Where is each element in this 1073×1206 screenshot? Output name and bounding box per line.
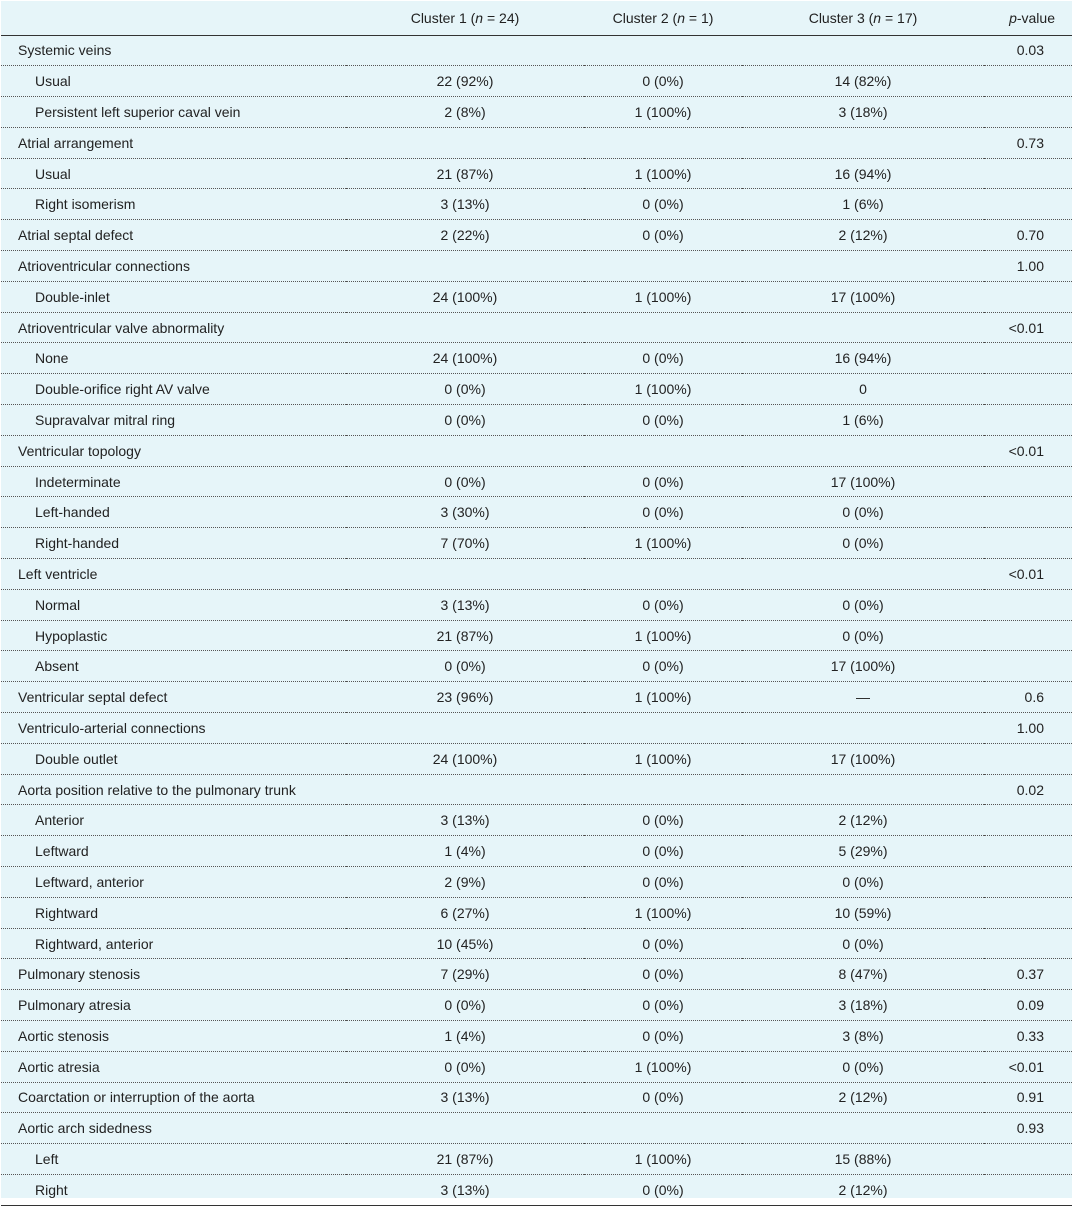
- cluster2-cell: 0 (0%): [584, 1082, 742, 1113]
- table-row: [1, 928, 1072, 959]
- cluster3-cell: 8 (47%): [742, 959, 984, 990]
- cluster3-cell: 0 (0%): [742, 1051, 984, 1082]
- cluster1-cell: 23 (96%): [346, 682, 584, 713]
- pvalue-cell: [984, 281, 1072, 312]
- cluster1-cell: 0 (0%): [346, 651, 584, 682]
- cluster3-cell: 0 (0%): [742, 867, 984, 898]
- cluster2-cell: 1 (100%): [584, 620, 742, 651]
- cluster3-cell: 3 (18%): [742, 97, 984, 128]
- cluster2-cell: [584, 35, 742, 66]
- row-label: Double-orifice right AV valve: [1, 374, 346, 405]
- row-label: Normal: [1, 589, 346, 620]
- table-row: [1, 1113, 1072, 1144]
- cluster3-cell: 0 (0%): [742, 528, 984, 559]
- table-row: [1, 343, 1072, 374]
- cluster1-cell: 21 (87%): [346, 620, 584, 651]
- row-label: Hypoplastic: [1, 620, 346, 651]
- cluster2-cell: 1 (100%): [584, 682, 742, 713]
- pvalue-cell: 0.93: [984, 1113, 1072, 1144]
- table-row: [1, 35, 1072, 66]
- cluster3-cell: 16 (94%): [742, 343, 984, 374]
- row-label: Systemic veins: [1, 35, 346, 66]
- pvalue-cell: <0.01: [984, 312, 1072, 343]
- cluster1-cell: 21 (87%): [346, 158, 584, 189]
- cluster1-cell: 3 (13%): [346, 1082, 584, 1113]
- cluster2-cell: 0 (0%): [584, 589, 742, 620]
- cluster2-cell: 1 (100%): [584, 1144, 742, 1175]
- cluster3-cell: [742, 713, 984, 744]
- table-row: [1, 1082, 1072, 1113]
- cluster1-cell: 1 (4%): [346, 1021, 584, 1052]
- table-row: [1, 497, 1072, 528]
- pvalue-cell: [984, 97, 1072, 128]
- row-label: Usual: [1, 66, 346, 97]
- pvalue-cell: [984, 867, 1072, 898]
- cluster1-cell: [346, 774, 584, 805]
- cluster3-cell: 0 (0%): [742, 928, 984, 959]
- cluster3-cell: 2 (12%): [742, 1174, 984, 1205]
- cluster2-cell: 0 (0%): [584, 651, 742, 682]
- cluster3-cell: [742, 559, 984, 590]
- cluster2-cell: [584, 713, 742, 744]
- cluster1-cell: 3 (30%): [346, 497, 584, 528]
- table-row: [1, 312, 1072, 343]
- row-label: Rightward: [1, 897, 346, 928]
- pvalue-cell: 0.37: [984, 959, 1072, 990]
- header-cluster3: Cluster 3 (n = 17): [742, 1, 984, 35]
- pvalue-cell: 0.03: [984, 35, 1072, 66]
- cluster1-cell: 0 (0%): [346, 990, 584, 1021]
- row-label: Atrioventricular valve abnormality: [1, 312, 346, 343]
- table-row: [1, 897, 1072, 928]
- pvalue-cell: [984, 897, 1072, 928]
- cluster1-cell: [346, 559, 584, 590]
- table-row: [1, 127, 1072, 158]
- cluster1-cell: 1 (4%): [346, 836, 584, 867]
- table-row: [1, 990, 1072, 1021]
- cluster3-cell: 0 (0%): [742, 620, 984, 651]
- cluster1-cell: 24 (100%): [346, 281, 584, 312]
- pvalue-cell: 1.00: [984, 713, 1072, 744]
- cluster2-cell: 0 (0%): [584, 805, 742, 836]
- table-row: [1, 1174, 1072, 1205]
- cluster2-cell: 1 (100%): [584, 528, 742, 559]
- row-label: Ventricular topology: [1, 435, 346, 466]
- row-label: Atrial septal defect: [1, 220, 346, 251]
- cluster2-cell: 0 (0%): [584, 497, 742, 528]
- pvalue-cell: [984, 651, 1072, 682]
- header-cluster2: Cluster 2 (n = 1): [584, 1, 742, 35]
- pvalue-cell: [984, 189, 1072, 220]
- cluster3-cell: —: [742, 682, 984, 713]
- pvalue-cell: [984, 1174, 1072, 1205]
- row-label: Atrial arrangement: [1, 127, 346, 158]
- row-label: Leftward, anterior: [1, 867, 346, 898]
- cluster1-cell: 2 (8%): [346, 97, 584, 128]
- pvalue-cell: 0.02: [984, 774, 1072, 805]
- cluster1-cell: 2 (22%): [346, 220, 584, 251]
- pvalue-cell: <0.01: [984, 559, 1072, 590]
- pvalue-cell: [984, 589, 1072, 620]
- header-row: [1, 1, 1072, 35]
- table-row: [1, 1051, 1072, 1082]
- pvalue-cell: [984, 374, 1072, 405]
- cluster3-cell: 1 (6%): [742, 405, 984, 436]
- cluster1-cell: 3 (13%): [346, 589, 584, 620]
- row-label: Coarctation or interruption of the aorta: [1, 1082, 346, 1113]
- table-row: [1, 682, 1072, 713]
- cluster2-cell: 0 (0%): [584, 343, 742, 374]
- cluster1-cell: 3 (13%): [346, 189, 584, 220]
- cluster3-cell: 15 (88%): [742, 1144, 984, 1175]
- pvalue-cell: [984, 805, 1072, 836]
- row-label: Anterior: [1, 805, 346, 836]
- cluster2-cell: [584, 251, 742, 282]
- cluster3-cell: 2 (12%): [742, 220, 984, 251]
- cluster1-cell: 2 (9%): [346, 867, 584, 898]
- row-label: Right-handed: [1, 528, 346, 559]
- cluster1-cell: [346, 713, 584, 744]
- row-label: Right: [1, 1174, 346, 1205]
- row-label: Atrioventricular connections: [1, 251, 346, 282]
- row-label: Ventriculo-arterial connections: [1, 713, 346, 744]
- cluster3-cell: [742, 435, 984, 466]
- pvalue-cell: [984, 466, 1072, 497]
- row-label: Persistent left superior caval vein: [1, 97, 346, 128]
- cluster3-cell: 17 (100%): [742, 743, 984, 774]
- cluster2-cell: 1 (100%): [584, 897, 742, 928]
- table-container: [1, 1, 1072, 1198]
- row-label: Usual: [1, 158, 346, 189]
- table-row: [1, 281, 1072, 312]
- cluster2-cell: 0 (0%): [584, 220, 742, 251]
- cluster2-cell: 0 (0%): [584, 466, 742, 497]
- cluster2-cell: 1 (100%): [584, 1051, 742, 1082]
- cluster1-cell: 21 (87%): [346, 1144, 584, 1175]
- cluster3-cell: [742, 1113, 984, 1144]
- cluster2-cell: 0 (0%): [584, 189, 742, 220]
- cluster3-cell: [742, 774, 984, 805]
- pvalue-cell: [984, 928, 1072, 959]
- cluster1-cell: 0 (0%): [346, 466, 584, 497]
- cluster3-cell: 0: [742, 374, 984, 405]
- cluster2-cell: 0 (0%): [584, 1021, 742, 1052]
- header-cluster1: Cluster 1 (n = 24): [346, 1, 584, 35]
- cluster3-cell: 17 (100%): [742, 466, 984, 497]
- cluster2-cell: [584, 774, 742, 805]
- cluster3-cell: [742, 35, 984, 66]
- pvalue-cell: [984, 528, 1072, 559]
- pvalue-cell: [984, 620, 1072, 651]
- cluster3-cell: 14 (82%): [742, 66, 984, 97]
- cluster3-cell: 3 (8%): [742, 1021, 984, 1052]
- cluster1-cell: [346, 1113, 584, 1144]
- cluster1-cell: 0 (0%): [346, 1051, 584, 1082]
- cluster2-cell: 1 (100%): [584, 97, 742, 128]
- cluster2-cell: 0 (0%): [584, 867, 742, 898]
- pvalue-cell: 1.00: [984, 251, 1072, 282]
- table-row: [1, 189, 1072, 220]
- row-label: Pulmonary atresia: [1, 990, 346, 1021]
- cluster3-cell: 17 (100%): [742, 281, 984, 312]
- cluster1-cell: 3 (13%): [346, 805, 584, 836]
- cluster2-cell: 0 (0%): [584, 405, 742, 436]
- pvalue-cell: 0.91: [984, 1082, 1072, 1113]
- cluster2-cell: 1 (100%): [584, 374, 742, 405]
- row-label: Pulmonary stenosis: [1, 959, 346, 990]
- table-row: [1, 959, 1072, 990]
- row-label: Supravalvar mitral ring: [1, 405, 346, 436]
- data-table: [1, 1, 1072, 1206]
- row-label: Indeterminate: [1, 466, 346, 497]
- row-label: Aortic stenosis: [1, 1021, 346, 1052]
- table-row: [1, 405, 1072, 436]
- row-label: Right isomerism: [1, 189, 346, 220]
- cluster1-cell: 24 (100%): [346, 343, 584, 374]
- cluster1-cell: 22 (92%): [346, 66, 584, 97]
- row-label: Aorta position relative to the pulmonary trunk: [1, 774, 346, 805]
- header-label-cell: [1, 1, 346, 35]
- cluster1-cell: [346, 251, 584, 282]
- row-label: Left: [1, 1144, 346, 1175]
- pvalue-cell: 0.70: [984, 220, 1072, 251]
- row-label: Left ventricle: [1, 559, 346, 590]
- pvalue-cell: [984, 343, 1072, 374]
- table-row: [1, 97, 1072, 128]
- pvalue-cell: 0.09: [984, 990, 1072, 1021]
- cluster3-cell: [742, 312, 984, 343]
- cluster3-cell: 0 (0%): [742, 589, 984, 620]
- pvalue-cell: 0.6: [984, 682, 1072, 713]
- cluster3-cell: 10 (59%): [742, 897, 984, 928]
- cluster3-cell: [742, 127, 984, 158]
- table-row: [1, 867, 1072, 898]
- cluster1-cell: 10 (45%): [346, 928, 584, 959]
- table-row: [1, 620, 1072, 651]
- pvalue-cell: <0.01: [984, 435, 1072, 466]
- pvalue-cell: [984, 66, 1072, 97]
- pvalue-cell: 0.73: [984, 127, 1072, 158]
- cluster3-cell: 5 (29%): [742, 836, 984, 867]
- cluster1-cell: 3 (13%): [346, 1174, 584, 1205]
- table-row: [1, 528, 1072, 559]
- cluster2-cell: 1 (100%): [584, 281, 742, 312]
- row-label: Aortic arch sidedness: [1, 1113, 346, 1144]
- cluster2-cell: [584, 559, 742, 590]
- pvalue-cell: <0.01: [984, 1051, 1072, 1082]
- row-label: None: [1, 343, 346, 374]
- cluster1-cell: 0 (0%): [346, 374, 584, 405]
- pvalue-cell: [984, 1144, 1072, 1175]
- table-row: [1, 466, 1072, 497]
- cluster1-cell: 24 (100%): [346, 743, 584, 774]
- pvalue-cell: [984, 836, 1072, 867]
- table-row: [1, 1021, 1072, 1052]
- cluster2-cell: 1 (100%): [584, 158, 742, 189]
- row-label: Rightward, anterior: [1, 928, 346, 959]
- cluster3-cell: 1 (6%): [742, 189, 984, 220]
- table-row: [1, 836, 1072, 867]
- table-row: [1, 713, 1072, 744]
- cluster1-cell: 0 (0%): [346, 405, 584, 436]
- cluster2-cell: [584, 435, 742, 466]
- table-row: [1, 805, 1072, 836]
- cluster3-cell: 2 (12%): [742, 805, 984, 836]
- table-row: [1, 559, 1072, 590]
- row-label: Absent: [1, 651, 346, 682]
- cluster2-cell: 0 (0%): [584, 959, 742, 990]
- table-row: [1, 374, 1072, 405]
- table-row: [1, 743, 1072, 774]
- cluster2-cell: 0 (0%): [584, 836, 742, 867]
- table-row: [1, 220, 1072, 251]
- cluster3-cell: [742, 251, 984, 282]
- table-row: [1, 435, 1072, 466]
- cluster2-cell: 0 (0%): [584, 1174, 742, 1205]
- pvalue-cell: [984, 743, 1072, 774]
- pvalue-cell: [984, 158, 1072, 189]
- cluster2-cell: [584, 127, 742, 158]
- row-label: Ventricular septal defect: [1, 682, 346, 713]
- table-row: [1, 1144, 1072, 1175]
- pvalue-cell: 0.33: [984, 1021, 1072, 1052]
- cluster3-cell: 16 (94%): [742, 158, 984, 189]
- row-label: Leftward: [1, 836, 346, 867]
- cluster2-cell: [584, 312, 742, 343]
- table-row: [1, 66, 1072, 97]
- row-label: Aortic atresia: [1, 1051, 346, 1082]
- cluster3-cell: 0 (0%): [742, 497, 984, 528]
- table-row: [1, 158, 1072, 189]
- cluster1-cell: [346, 127, 584, 158]
- cluster1-cell: 7 (70%): [346, 528, 584, 559]
- cluster3-cell: 2 (12%): [742, 1082, 984, 1113]
- row-label: Double outlet: [1, 743, 346, 774]
- cluster2-cell: 0 (0%): [584, 990, 742, 1021]
- pvalue-cell: [984, 497, 1072, 528]
- header-pvalue: p-value: [984, 1, 1072, 35]
- cluster2-cell: 0 (0%): [584, 66, 742, 97]
- cluster1-cell: 7 (29%): [346, 959, 584, 990]
- table-row: [1, 589, 1072, 620]
- table-row: [1, 774, 1072, 805]
- cluster1-cell: [346, 435, 584, 466]
- cluster2-cell: 1 (100%): [584, 743, 742, 774]
- table-row: [1, 251, 1072, 282]
- table-body: [1, 35, 1072, 1205]
- row-label: Double-inlet: [1, 281, 346, 312]
- cluster3-cell: 3 (18%): [742, 990, 984, 1021]
- cluster1-cell: [346, 312, 584, 343]
- cluster3-cell: 17 (100%): [742, 651, 984, 682]
- table-row: [1, 651, 1072, 682]
- pvalue-cell: [984, 405, 1072, 436]
- cluster2-cell: [584, 1113, 742, 1144]
- row-label: Left-handed: [1, 497, 346, 528]
- cluster2-cell: 0 (0%): [584, 928, 742, 959]
- cluster1-cell: [346, 35, 584, 66]
- cluster1-cell: 6 (27%): [346, 897, 584, 928]
